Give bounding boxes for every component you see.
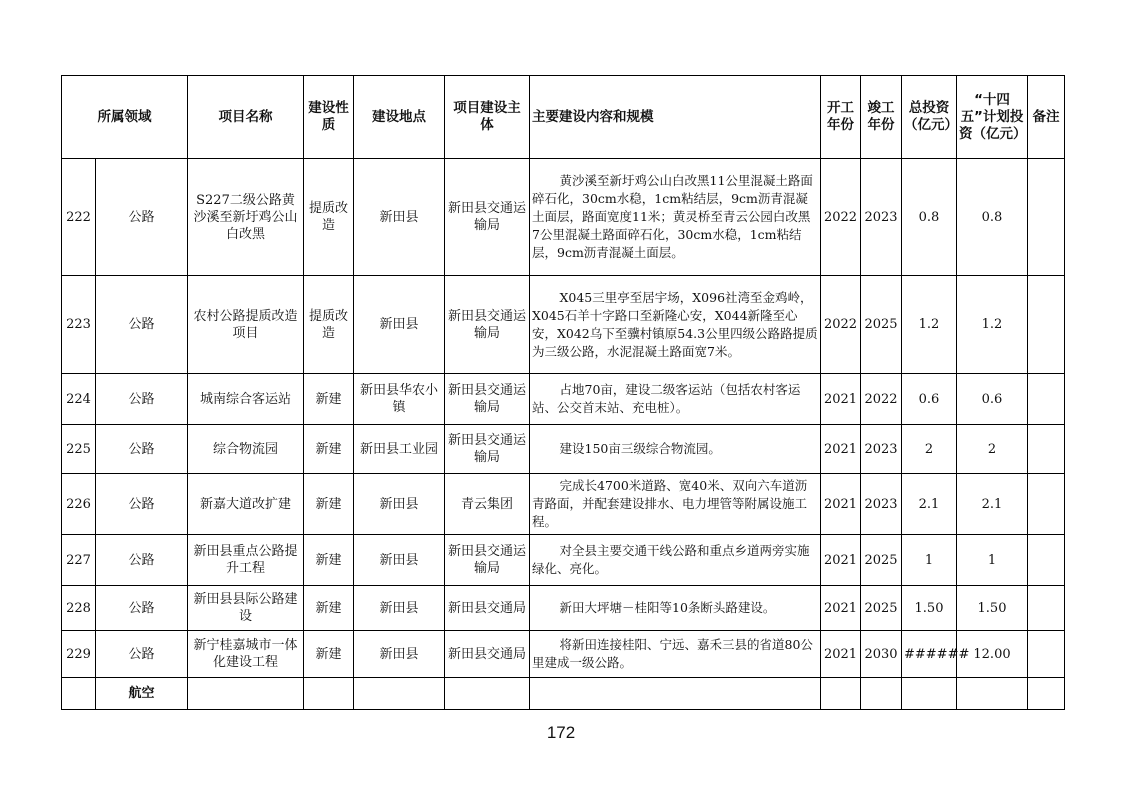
page-number: 172 xyxy=(546,723,576,742)
row-number: 224 xyxy=(62,374,96,425)
row-remark xyxy=(1028,631,1065,678)
row-domain: 公路 xyxy=(96,276,188,374)
header-end-year: 竣工年份 xyxy=(861,76,902,159)
row-remark xyxy=(1028,474,1065,535)
row-nature: 提质改造 xyxy=(304,159,354,276)
row-start-year: 2021 xyxy=(821,586,861,631)
row-number: 228 xyxy=(62,586,96,631)
table-row xyxy=(62,631,1065,678)
row-start-year: 2022 xyxy=(821,276,861,374)
table-row xyxy=(62,159,1065,276)
row-start-year: 2021 xyxy=(821,425,861,474)
header-row xyxy=(62,76,1065,159)
row-project-name: 综合物流园 xyxy=(188,425,304,474)
row-end-year: 2025 xyxy=(861,586,902,631)
table-row xyxy=(62,474,1065,535)
row-domain: 公路 xyxy=(96,374,188,425)
row-start-year: 2021 xyxy=(821,374,861,425)
row-nature: 新建 xyxy=(304,586,354,631)
row-plan-invest: 1 xyxy=(957,535,1028,586)
table-row xyxy=(62,374,1065,425)
row-remark xyxy=(1028,586,1065,631)
header-domain: 所属领域 xyxy=(62,76,188,159)
row-location: 新田县 xyxy=(354,159,445,276)
row-content xyxy=(530,276,821,374)
row-content-text: 黄沙溪至新圩鸡公山白改黑11公里混凝土路面碎石化，30cm水稳，1cm粘结层，9cm沥青混凝土面层，路面宽度11米；黄灵桥至青云公园白改黑7公里混凝土路面碎石化，30cm水稳，1cm粘结层，9cm沥青混凝土面层。 xyxy=(532,173,813,260)
row-location: 新田县华农小镇 xyxy=(354,374,445,425)
row-nature: 新建 xyxy=(304,425,354,474)
row-content xyxy=(530,586,821,631)
row-owner: 青云集团 xyxy=(445,474,530,535)
row-remark xyxy=(1028,374,1065,425)
row-end-year: 2025 xyxy=(861,535,902,586)
row-total-invest: 0.8 xyxy=(902,159,957,276)
row-location: 新田县 xyxy=(354,535,445,586)
empty-cell xyxy=(188,678,304,710)
row-content xyxy=(530,535,821,586)
header-plan-invest: “十四五”计划投资（亿元） xyxy=(957,76,1028,159)
header-name: 项目名称 xyxy=(188,76,304,159)
row-content xyxy=(530,631,821,678)
row-project-name: 新田县县际公路建设 xyxy=(188,586,304,631)
row-owner: 新田县交通运输局 xyxy=(445,535,530,586)
row-start-year: 2021 xyxy=(821,535,861,586)
row-content-text: 占地70亩，建设二级客运站（包括农村客运站、公交首末站、充电桩）。 xyxy=(532,382,801,415)
row-end-year: 2023 xyxy=(861,159,902,276)
table-body xyxy=(62,159,1065,710)
row-location: 新田县 xyxy=(354,631,445,678)
row-plan-invest: 12.00 xyxy=(957,631,1028,678)
section-row xyxy=(62,678,1065,710)
row-project-name: 新嘉大道改扩建 xyxy=(188,474,304,535)
row-start-year: 2021 xyxy=(821,474,861,535)
header-start-year: 开工年份 xyxy=(821,76,861,159)
row-location: 新田县 xyxy=(354,586,445,631)
table-row xyxy=(62,586,1065,631)
row-domain: 公路 xyxy=(96,425,188,474)
row-nature: 新建 xyxy=(304,631,354,678)
row-content xyxy=(530,474,821,535)
project-table xyxy=(61,75,1065,710)
row-owner: 新田县交通运输局 xyxy=(445,159,530,276)
row-nature: 新建 xyxy=(304,474,354,535)
row-end-year: 2025 xyxy=(861,276,902,374)
row-total-invest: 2.1 xyxy=(902,474,957,535)
row-owner: 新田县交通运输局 xyxy=(445,425,530,474)
row-plan-invest: 0.8 xyxy=(957,159,1028,276)
row-location: 新田县 xyxy=(354,474,445,535)
row-number: 225 xyxy=(62,425,96,474)
row-nature: 新建 xyxy=(304,374,354,425)
row-content-text: 新田大坪塘－桂阳等10条断头路建设。 xyxy=(559,600,776,615)
row-number: 222 xyxy=(62,159,96,276)
header-nature: 建设性质 xyxy=(304,76,354,159)
row-plan-invest: 0.6 xyxy=(957,374,1028,425)
empty-cell xyxy=(530,678,821,710)
row-owner: 新田县交通运输局 xyxy=(445,276,530,374)
row-start-year: 2022 xyxy=(821,159,861,276)
empty-cell xyxy=(1028,678,1065,710)
row-owner: 新田县交通运输局 xyxy=(445,374,530,425)
row-project-name: 农村公路提质改造项目 xyxy=(188,276,304,374)
row-domain: 公路 xyxy=(96,535,188,586)
row-number: 227 xyxy=(62,535,96,586)
row-content-text: 将新田连接桂阳、宁远、嘉禾三县的省道80公里建成一级公路。 xyxy=(532,637,813,670)
row-nature: 新建 xyxy=(304,535,354,586)
row-domain: 公路 xyxy=(96,586,188,631)
row-content xyxy=(530,374,821,425)
row-end-year: 2030 xyxy=(861,631,902,678)
row-content-text: 完成长4700米道路、宽40米、双向六车道沥青路面，并配套建设排水、电力埋管等附属设施工程。 xyxy=(532,478,808,529)
row-project-name: 城南综合客运站 xyxy=(188,374,304,425)
row-end-year: 2023 xyxy=(861,474,902,535)
row-total-invest: 2 xyxy=(902,425,957,474)
row-content xyxy=(530,159,821,276)
row-total-invest: ###### xyxy=(902,631,957,678)
row-content-text: 建设150亩三级综合物流园。 xyxy=(559,441,721,456)
empty-cell xyxy=(445,678,530,710)
row-content xyxy=(530,425,821,474)
header-location: 建设地点 xyxy=(354,76,445,159)
row-remark xyxy=(1028,425,1065,474)
row-number: 229 xyxy=(62,631,96,678)
empty-cell xyxy=(354,678,445,710)
row-remark xyxy=(1028,535,1065,586)
row-domain: 公路 xyxy=(96,631,188,678)
row-total-invest: 1 xyxy=(902,535,957,586)
row-content-text: X045三里亭至居宇场，X096社湾至金鸡岭，X045石羊十字路口至新隆心安，X044新隆至心安，X042乌下至骥村镇原54.3公里四级公路路提质为三级公路，水泥混凝土路面宽7米。 xyxy=(532,289,818,359)
row-remark xyxy=(1028,276,1065,374)
row-plan-invest: 2.1 xyxy=(957,474,1028,535)
row-owner: 新田县交通局 xyxy=(445,586,530,631)
row-project-name: S227二级公路黄沙溪至新圩鸡公山白改黑 xyxy=(188,159,304,276)
header-total-invest: 总投资（亿元） xyxy=(902,76,957,159)
row-domain: 公路 xyxy=(96,159,188,276)
row-plan-invest: 1.50 xyxy=(957,586,1028,631)
row-total-invest: 0.6 xyxy=(902,374,957,425)
row-owner: 新田县交通局 xyxy=(445,631,530,678)
row-project-name: 新宁桂嘉城市一体化建设工程 xyxy=(188,631,304,678)
empty-cell xyxy=(304,678,354,710)
row-end-year: 2023 xyxy=(861,425,902,474)
row-number: 223 xyxy=(62,276,96,374)
row-content-text: 对全县主要交通干线公路和重点乡道两旁实施绿化、亮化。 xyxy=(532,543,810,576)
row-plan-invest: 1.2 xyxy=(957,276,1028,374)
header-owner: 项目建设主体 xyxy=(445,76,530,159)
empty-cell xyxy=(861,678,902,710)
row-location: 新田县 xyxy=(354,276,445,374)
row-number: 226 xyxy=(62,474,96,535)
empty-cell xyxy=(957,678,1028,710)
section-label: 航空 xyxy=(96,678,188,710)
row-total-invest: 1.2 xyxy=(902,276,957,374)
row-start-year: 2021 xyxy=(821,631,861,678)
header-content: 主要建设内容和规模 xyxy=(530,76,821,159)
table-row xyxy=(62,535,1065,586)
table-row xyxy=(62,276,1065,374)
row-nature: 提质改造 xyxy=(304,276,354,374)
empty-cell xyxy=(821,678,861,710)
row-project-name: 新田县重点公路提升工程 xyxy=(188,535,304,586)
row-location: 新田县工业园 xyxy=(354,425,445,474)
empty-cell xyxy=(902,678,957,710)
row-remark xyxy=(1028,159,1065,276)
row-domain: 公路 xyxy=(96,474,188,535)
row-plan-invest: 2 xyxy=(957,425,1028,474)
section-number xyxy=(62,678,96,710)
row-end-year: 2022 xyxy=(861,374,902,425)
row-total-invest: 1.50 xyxy=(902,586,957,631)
table-row xyxy=(62,425,1065,474)
header-remark: 备注 xyxy=(1028,76,1065,159)
